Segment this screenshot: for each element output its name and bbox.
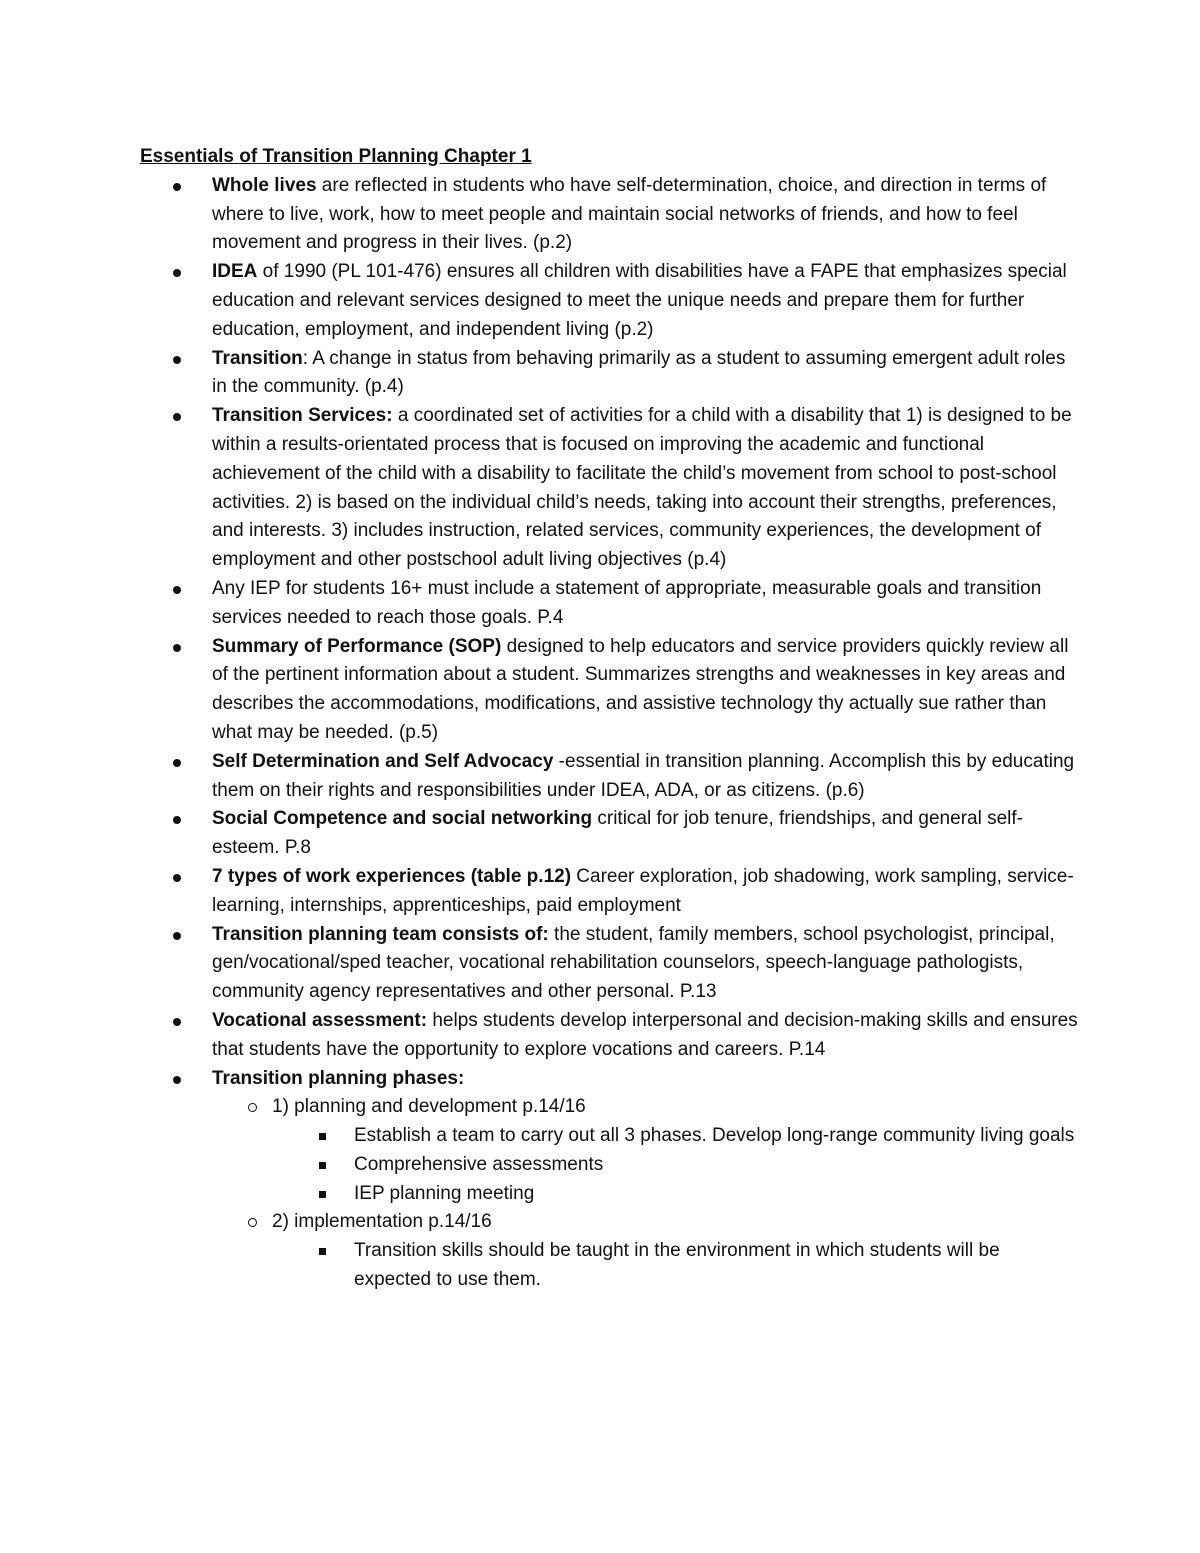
phase-label: 2) implementation p.14/16 (272, 1211, 492, 1233)
list-item (140, 805, 1080, 863)
square-bullet-icon (319, 1248, 326, 1255)
item-term: Whole lives (212, 174, 317, 196)
list-item (140, 863, 1080, 921)
item-text: -essential in transition planning. Accomplish this by educating them on their rights and responsibilities under IDEA, ADA, or as citizens. (p.6) (212, 750, 1075, 801)
item-text: Career exploration, job shadowing, work sampling, service-learning, internships, apprenticeships, paid employment (212, 865, 1074, 916)
item-term: 7 types of work experiences (table p.12) (212, 865, 572, 887)
item-term: Transition (212, 347, 303, 369)
list-item (140, 1007, 1080, 1065)
bullet-icon (173, 1076, 181, 1084)
document-title: Essentials of Transition Planning Chapter 1 (140, 146, 532, 167)
list-item (140, 575, 1080, 633)
phase-item (212, 1093, 1080, 1208)
bullet-icon (173, 269, 181, 277)
list-item (140, 921, 1080, 1007)
phase-label: 1) planning and development p.14/16 (272, 1096, 586, 1118)
bullet-icon (173, 816, 181, 824)
item-term: Social Competence and social networking (212, 808, 593, 830)
item-term: Transition planning team consists of: (212, 923, 549, 945)
bullet-icon (173, 932, 181, 940)
circle-bullet-icon (248, 1218, 257, 1227)
bullet-icon (173, 413, 181, 421)
list-item (140, 402, 1080, 575)
item-text: : A change in status from behaving primarily as a student to assuming emergent adult roles in the community. (p.4) (212, 347, 1066, 398)
list-item (140, 633, 1080, 748)
item-term: Transition Services: (212, 405, 393, 427)
item-term: Self Determination and Self Advocacy (212, 750, 554, 772)
bullet-icon (173, 644, 181, 652)
square-bullet-icon (319, 1191, 326, 1198)
phase-subitems (272, 1237, 1080, 1295)
list-item (140, 345, 1080, 403)
list-item (140, 172, 1080, 258)
list-item (140, 1065, 1080, 1295)
subitem-text: Transition skills should be taught in the environment in which students will be expected to use them. (354, 1240, 1000, 1291)
item-term: Summary of Performance (SOP) (212, 635, 502, 657)
subitem-text: Establish a team to carry out all 3 phases. Develop long-range community living goals (354, 1125, 1075, 1147)
phase-subitem (272, 1122, 1080, 1151)
item-term: Transition planning phases: (212, 1067, 465, 1089)
phase-subitem (272, 1237, 1080, 1295)
item-term: IDEA (212, 261, 258, 283)
subitem-text: IEP planning meeting (354, 1182, 535, 1204)
item-text: designed to help educators and service providers quickly review all of the pertinent information about a student. Summarizes strengths and weaknesses in key areas and describes the accommodations, modifications, and assistive technology thy actually sue rather than what may be needed. (p.5) (212, 635, 1069, 743)
bullet-icon (173, 1018, 181, 1026)
list-item (140, 748, 1080, 806)
item-term: Vocational assessment: (212, 1009, 428, 1031)
subitem-text: Comprehensive assessments (354, 1153, 604, 1175)
item-text: helps students develop interpersonal and decision-making skills and ensures that students have the opportunity to explore vocations and careers. P.14 (212, 1009, 1078, 1060)
item-text: the student, family members, school psychologist, principal, gen/vocational/sped teacher, vocational rehabilitation counselors, speech-language pathologists, community agency representatives and other personal. P.13 (212, 923, 1055, 1003)
bullet-icon (173, 586, 181, 594)
square-bullet-icon (319, 1162, 326, 1169)
bullet-icon (173, 759, 181, 767)
item-text: Any IEP for students 16+ must include a statement of appropriate, measurable goals and transition services needed to reach those goals. P.4 (212, 577, 1042, 628)
item-text: are reflected in students who have self-determination, choice, and direction in terms of where to live, work, how to meet people and maintain social networks of friends, and how to feel movement and progress in their lives. (p.2) (212, 174, 1047, 254)
phase-subitem (272, 1151, 1080, 1180)
main-bullet-list (140, 172, 1080, 1295)
bullet-icon (173, 183, 181, 191)
bullet-icon (173, 874, 181, 882)
bullet-icon (173, 356, 181, 364)
list-item (140, 258, 1080, 344)
square-bullet-icon (319, 1133, 326, 1140)
item-text: critical for job tenure, friendships, and general self-esteem. P.8 (212, 808, 1023, 859)
phase-subitem (272, 1180, 1080, 1209)
circle-bullet-icon (248, 1103, 257, 1112)
item-text: a coordinated set of activities for a child with a disability that 1) is designed to be within a results-orientated process that is focused on improving the academic and functional achievement of the child with a disability to facilitate the child’s movement from school to post-school activities. 2) is based on the individual child’s needs, taking into account their strengths, preferences, and interests. 3) includes instruction, related services, community experiences, the development of employment and other postschool adult living objectives (p.4) (212, 405, 1072, 571)
phases-list (212, 1093, 1080, 1295)
phase-subitems (272, 1122, 1080, 1208)
phase-item (212, 1208, 1080, 1294)
item-text: of 1990 (PL 101-476) ensures all children with disabilities have a FAPE that emphasizes special education and relevant services designed to meet the unique needs and prepare them for further education, employment, and independent living (p.2) (212, 261, 1067, 340)
